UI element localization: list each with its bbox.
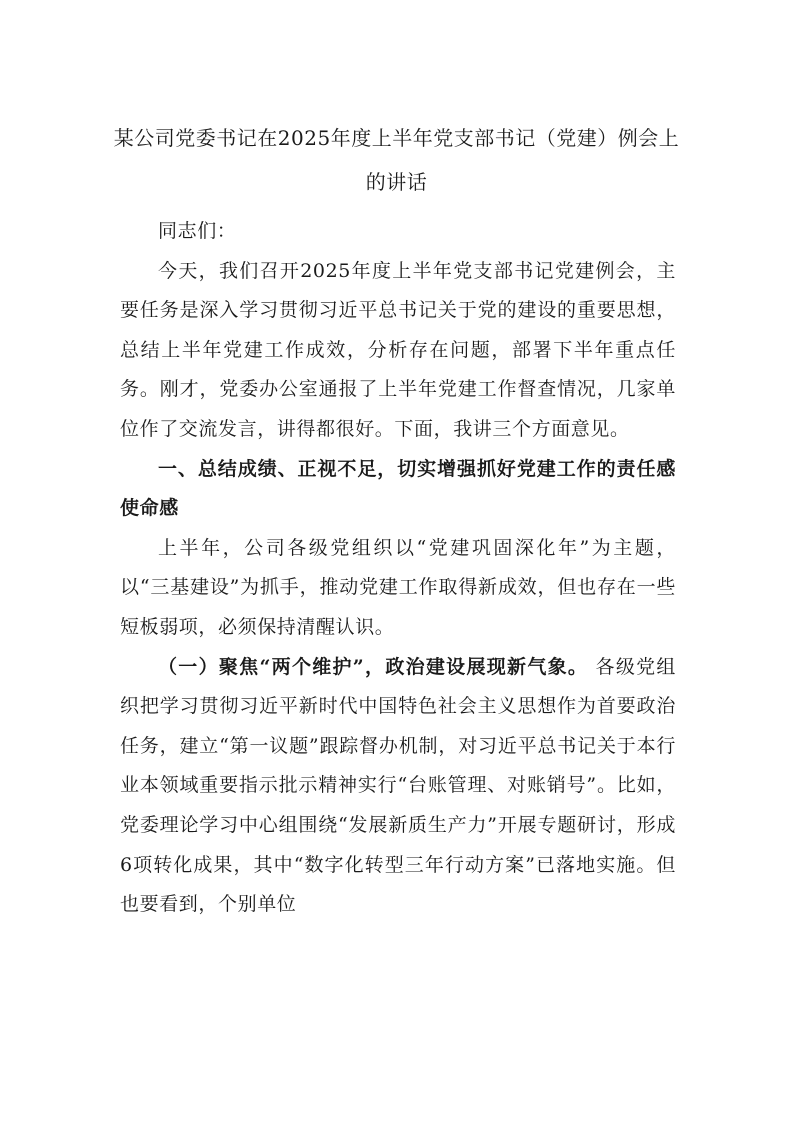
document-body	[120, 212, 676, 925]
salutation: 同志们：	[158, 220, 237, 242]
paragraph-intro: 今天，我们召开2025年度上半年党支部书记党建例会，主要任务是深入学习贯彻习近平总书记关于党的建设的重要思想，总结上半年党建工作成效，分析存在问题，部署下半年重点任务。刚才，党委办公室通报了上半年党建工作督查情况，几家单位作了交流发言，讲得都很好。下面，我讲三个方面意见。	[120, 259, 676, 440]
section-heading-1: 一、总结成绩、正视不足，切实增强抓好党建工作的责任感使命感	[120, 457, 676, 520]
subsection-1-text: 各级党组织把学习贯彻习近平新时代中国特色社会主义思想作为首要政治任务，建立“第一议题”跟踪督办机制，对习近平总书记关于本行业本领域重要指示批示精神实行“台账管理、对账销号”。比如，党委理论学习中心组围绕“发展新质生产力”开展专题研讨，形成6项转化成果，其中“数字化转型三年行动方案”已落地实施。但也要看到，个别单位	[120, 655, 676, 916]
paragraph-subsection-1	[120, 648, 676, 925]
paragraph-section-1-intro: 上半年，公司各级党组织以“党建巩固深化年”为主题，以“三基建设”为抓手，推动党建工作取得新成效，但也存在一些短板弱项，必须保持清醒认识。	[120, 536, 676, 638]
subsection-heading-1: （一）聚焦“两个维护”，政治建设展现新气象。	[158, 655, 589, 678]
document-title: 某公司党委书记在2025年度上半年党支部书记（党建）例会上的讲话	[113, 126, 680, 194]
